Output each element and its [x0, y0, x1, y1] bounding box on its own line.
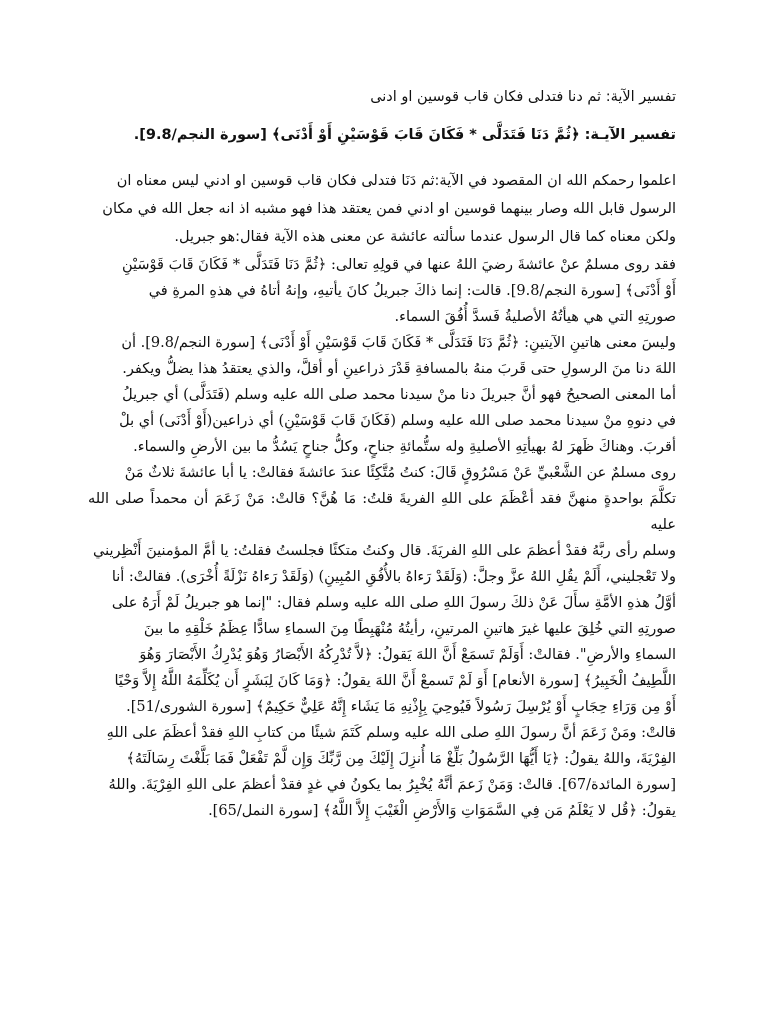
text-line: ولا تَعْجليني، أَلَمْ يقُلِ اللهُ عزَّ وجلَّ: (وَلَقَدْ رَءاهُ بالأُفُقِ المُبِينِ) (وَلَقَدْ رَءاهُ نَزْلَةً أُخْرَى). فقالتْ: أنا [111, 569, 676, 585]
text-line: في دنوهِ منْ سيدنا محمد صلى الله عليه وسلم (فَكَانَ قَابَ قَوْسَيْنِ) أي ذراعين(أَوْ أَدْنَى) أي بلْ [119, 413, 676, 429]
verse-heading: تفسير الآيـة: ﴿ثُمَّ دَنَا فَتَدَلَّى * فَكَانَ قَابَ قَوْسَيْنِ أَوْ أَدْنَى﴾ [سورة النجم/9.8]. [133, 127, 676, 143]
text-line: يقولُ: ﴿قُل لا يَعْلَمُ مَن فِي السَّمَوَاتِ وَالأَرْضِ الْغَيْبَ إِلاَّ اللَّهُ﴾ [سورة النمل/65]. [208, 803, 676, 819]
text-line: صورتِهِ التي خُلِقَ عليها غيرَ هاتينِ المرتينِ، رأيتُهُ مُنْهَبِطًا مِنَ السماءِ سادًّا عِظَمُ خَلْقِهِ ما بينَ [143, 621, 676, 637]
text-line: وسلم رأى ربَّهُ فقدْ أعظمَ على اللهِ الفريَةَ. قال وكنتُ متكئًا فجلستُ فقلتُ: يا أمَّ المؤمنينَ أَنْظِريني [93, 543, 676, 559]
text-line: السماءِ والأرضِ". فقالتْ: أَوَلَمْ تَسمَعْ أَنَّ اللهَ يَقولُ: ﴿لاَّ تُدْرِكُهُ الأَبْصَارُ وَهُوَ يُدْرِكُ الأَبْصَارَ وَهُوَ [139, 647, 676, 663]
text-line: تكلَّمَ بواحدةٍ منهنَّ فقد أعْظَمَ على اللهِ الفريةَ قلتُ: مَا هُنَّ؟ قالتْ: مَنْ زَعَمَ أن محمداً صلى الله عليه [88, 491, 676, 533]
text-line: صورتِهِ التي هي هيأتُهُ الأصليةُ فَسدَّ أُفُقَ السماء. [394, 309, 676, 325]
intro-line: اعلموا رحمكم الله ان المقصود في الآية:ثم دَنَا فتدلى فكان قاب قوسين او ادني ليس معناه ان [116, 173, 676, 189]
text-line: أَوْ أَدْنَى﴾ [سورة النجم/9.8]. قالت: إنما ذاكَ جبريلُ كانَ يأتيهِ، وإنهُ أتاهُ في هذهِ المرةِ في [148, 283, 676, 299]
text-line: اللَّطِيفُ الْخَبِيرُ﴾ [سورة الأنعام] أَوَ لَمْ تَسمعْ أَنَّ اللهَ يقولُ: ﴿وَمَا كَانَ لِبَشَرٍ أَن يُكَلِّمَهُ اللَّهُ إِلاَّ وَحْيًا [114, 673, 676, 689]
text-line: اللهَ دنا منَ الرسولِ حتى قَربَ منهُ بالمسافةِ قَدْرَ ذراعينِ أو أقلَّ، والذي يعتقدُ هذا يضلُّ ويكفر. [122, 361, 676, 377]
hadith-text [88, 252, 676, 824]
text-line: أَوْ مِن وَرَاءِ حِجَابٍ أَوْ يُرْسِلَ رَسُولاً فَيُوحِيَ بِإِذْنِهِ مَا يَشَاء إِنَّهُ عَلِيٌّ حَكِيمٌ﴾ [سورة الشورى/51]. [126, 699, 676, 715]
text-line: أقربَ. وهناكَ ظَهرَ لهُ بهيأتِهِ الأصليةِ وله ستُّمائةِ جناحٍ، وكلُّ جناحٍ يَسُدُّ ما بين الأرضِ والسماء. [133, 439, 676, 455]
intro-paragraph [88, 168, 676, 250]
text-line: فقد روى مسلمٌ عنْ عائشةَ رضيَ اللهُ عنها في قولِهِ تعالى: ﴿ثُمَّ دَنَا فَتَدَلَّى * فَكَانَ قَابَ قَوْسَيْنِ [121, 257, 676, 273]
text-line: قالتْ: ومَنْ زَعَمَ أنَّ رسولَ اللهِ صلى الله عليه وسلم كَتَمَ شيئًا من كتابِ اللهِ فقدْ أعظَمَ على اللهِ [106, 725, 676, 741]
document-body [88, 86, 676, 824]
text-line: [سورة المائدة/67]. قالتْ: وَمَنْ زَعمَ أنَّهُ يُخْبِرُ بما يكونُ في غدٍ فقدْ أعظمَ على اللهِ الفِرْيَةَ. واللهُ [108, 777, 676, 793]
text-line: روى مسلمٌ عن الشَّعْبيِّ عَنْ مَسْرُوقٍ قَالَ: كنتُ مُتَّكِئًا عندَ عائشةَ فقالتْ: يا أبا عائشةَ ثلاثٌ مَنْ [124, 465, 676, 481]
text-line: الفِرْيَةَ، واللهُ يقولُ: ﴿يَا أَيُّهَا الرَّسُولُ بَلِّغْ مَا أُنزِلَ إِلَيْكَ مِن رَّبِّكَ وَإِن لَّمْ تَفْعَلْ فَمَا بَلَّغْتَ رِسَالَتَهُ﴾ [126, 751, 676, 767]
intro-line: ولكن معناه كما قال الرسول عندما سألته عائشة عن معنى هذه الآية فقال:هو جبريل. [174, 229, 676, 245]
text-line: أما المعنى الصحيحُ فهو أنَّ جبريلَ دنا منْ سيدنا محمد صلى الله عليه وسلم (فَتَدَلَّى) أي جبريلُ [122, 387, 676, 403]
document-title: تفسير الآية: ثم دنا فتدلى فكان قاب قوسين او ادنى [370, 89, 676, 105]
intro-line: الرسول قابل الله وصار بينهما قوسين او ادني فمن يعتقد هذا فهو مشبه اذ انه جعل الله في مكان [102, 201, 676, 217]
text-line: أوَّلُ هذهِ الأمَّةِ سأَلَ عَنْ ذلكَ رسولَ اللهِ صلى الله عليه وسلم فقال: "إنما هو جبريلُ لَمْ أَرَهُ على [111, 595, 676, 611]
text-line: وليسَ معنى هاتينِ الآيتينِ: ﴿ثُمَّ دَنَا فَتَدَلَّى * فَكَانَ قَابَ قَوْسَيْنِ أَوْ أَدْنَى﴾ [سورة النجم/9.8]. أن [121, 335, 676, 351]
